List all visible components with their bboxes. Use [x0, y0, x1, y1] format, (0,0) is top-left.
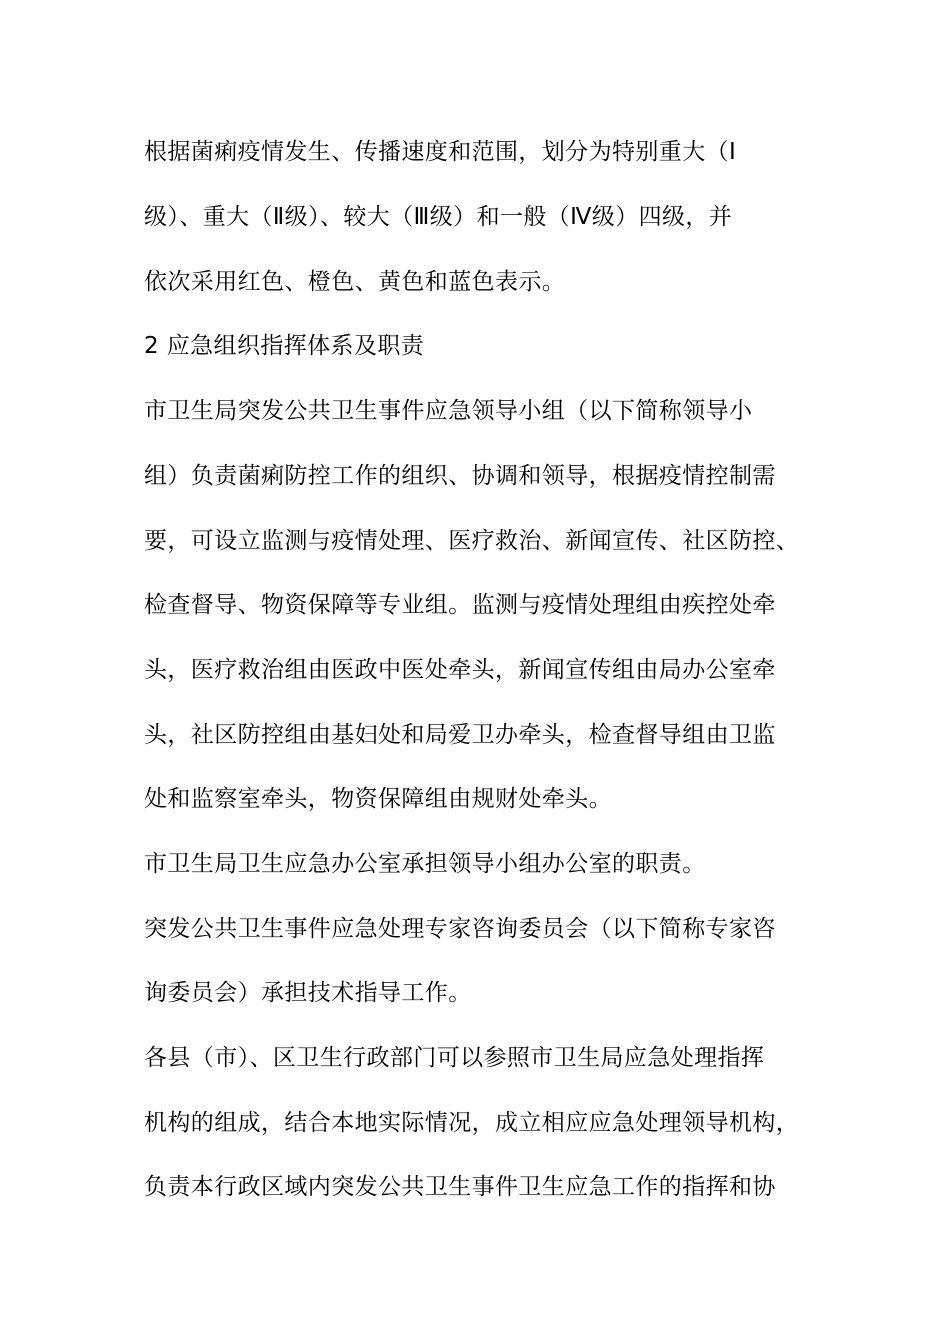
- text-line: 负责本行政区域内突发公共卫生事件卫生应急工作的指挥和协: [144, 1174, 776, 1200]
- text-line: 组）负责菌痢防控工作的组织、协调和领导，根据疫情控制需: [144, 463, 776, 489]
- text-line: 处和监察室牵头，物资保障组由规财处牵头。: [144, 786, 612, 812]
- text-line: 突发公共卫生事件应急处理专家咨询委员会（以下简称专家咨: [144, 916, 776, 942]
- text-line: 头，医疗救治组由医政中医处牵头，新闻宣传组由局办公室牵: [144, 657, 776, 683]
- text-line: 市卫生局卫生应急办公室承担领导小组办公室的职责。: [144, 851, 706, 877]
- text-line: 头，社区防控组由基妇处和局爱卫办牵头，检查督导组由卫监: [144, 722, 776, 748]
- text-line: 各县（市）、区卫生行政部门可以参照市卫生局应急处理指挥: [144, 1045, 765, 1071]
- text-line: 依次采用红色、橙色、黄色和蓝色表示。: [144, 269, 566, 295]
- text-line: 要，可设立监测与疫情处理、医疗救治、新闻宣传、社区防控、: [144, 528, 800, 554]
- text-line: 市卫生局突发公共卫生事件应急领导小组（以下简称领导小: [144, 398, 753, 424]
- text-line: 询委员会）承担技术指导工作。: [144, 980, 472, 1006]
- text-line: 机构的组成，结合本地实际情况，成立相应应急处理领导机构，: [144, 1110, 800, 1136]
- text-line: 检查督导、物资保障等专业组。监测与疫情处理组由疾控处牵: [144, 592, 776, 618]
- text-line: 根据菌痢疫情发生、传播速度和范围，划分为特别重大（Ⅰ: [144, 139, 737, 165]
- section-heading: 2 应急组织指挥体系及职责: [144, 333, 425, 359]
- text-line: 级）、重大（Ⅱ级）、较大（Ⅲ级）和一般（Ⅳ级）四级，并: [144, 204, 733, 230]
